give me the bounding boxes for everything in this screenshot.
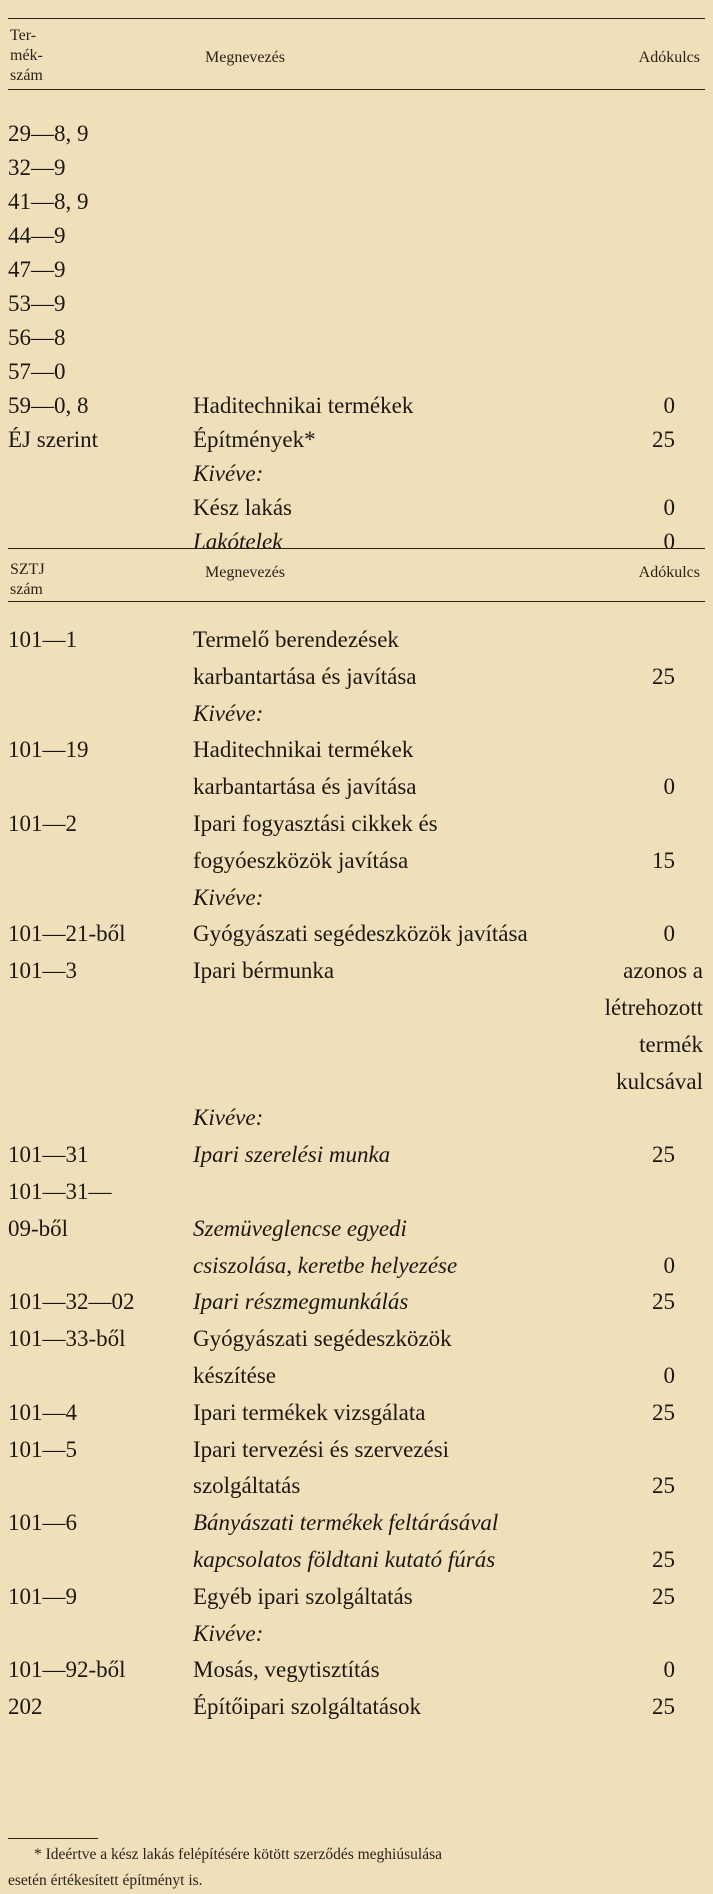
row-name: Ipari termékek vizsgálata (193, 1399, 426, 1425)
row-name: Szemüveglencse egyedi (193, 1215, 407, 1241)
table-row (8, 218, 703, 253)
header-line: szám (10, 581, 43, 598)
row-name: kapcsolatos földtani kutató fúrás (193, 1547, 496, 1572)
table-row (8, 1064, 703, 1099)
table-row (8, 916, 703, 951)
table-row (8, 1137, 703, 1172)
row-name: készítése (193, 1363, 277, 1388)
table-row (8, 1248, 703, 1283)
row-name: Kivéve: (193, 461, 264, 486)
row-rate: 25 (652, 1583, 675, 1609)
table-row (8, 622, 703, 657)
table-row (8, 320, 703, 355)
row-name: Gyógyászati segédeszközök (193, 1326, 452, 1352)
row-name: Ipari szerelési munka (193, 1142, 391, 1168)
row-name: Haditechnikai termékek (193, 737, 414, 763)
table2-header-name: Megnevezés (205, 564, 285, 581)
row-name: Kivéve: (193, 884, 264, 910)
table-row (8, 1579, 703, 1614)
row-code: 101—5 (8, 1436, 77, 1462)
row-name: Építmények* (193, 427, 316, 452)
table2-header-rule (8, 601, 705, 602)
table-row (8, 1100, 703, 1135)
table-row (8, 732, 703, 767)
row-name: Gyógyászati segédeszközök javítása (193, 921, 528, 947)
row-code: 53—9 (8, 291, 66, 316)
row-rate: 0 (663, 529, 675, 554)
table-row (8, 769, 703, 804)
row-name: karbantartása és javítása (193, 663, 417, 689)
row-name: karbantartása és javítása (193, 774, 417, 800)
header-line: mék- (10, 47, 43, 64)
table-row (8, 252, 703, 287)
row-name: Kivéve: (193, 1105, 264, 1131)
row-rate: 15 (652, 847, 675, 873)
table-row (8, 1358, 703, 1393)
table-row (8, 1468, 703, 1503)
row-name: Haditechnikai termékek (193, 393, 414, 418)
table-row (8, 880, 703, 915)
table-row (8, 1395, 703, 1430)
row-name: Egyéb ipari szolgáltatás (193, 1583, 413, 1609)
row-code: 101—4 (8, 1399, 77, 1425)
table-row (8, 1505, 703, 1540)
row-rate: 25 (652, 663, 675, 689)
row-code: 57—0 (8, 359, 66, 384)
table-row (8, 184, 703, 219)
row-rate: 0 (663, 1252, 675, 1278)
row-name: Ipari részmegmunkálás (193, 1289, 409, 1315)
table2-top-rule (8, 548, 705, 549)
row-name: Építőipari szolgáltatások (193, 1694, 422, 1720)
row-code: 101—33-ből (8, 1326, 126, 1352)
footnote-line: * Ideértve a kész lakás felépítésére kötött szerződés meghiúsulása (34, 1846, 442, 1863)
row-rate: 25 (652, 1399, 675, 1425)
row-code: 202 (8, 1694, 43, 1720)
row-rate: termék (639, 1031, 703, 1057)
table-row (8, 843, 703, 878)
row-code: 29—8, 9 (8, 121, 89, 146)
row-rate: 0 (663, 1657, 675, 1683)
row-code: 101—92-ből (8, 1657, 126, 1683)
row-rate: 25 (652, 1142, 675, 1168)
row-code: 101—9 (8, 1583, 77, 1609)
row-name: Kivéve: (193, 700, 264, 726)
table-row (8, 1027, 703, 1062)
row-code: 59—0, 8 (8, 393, 89, 418)
row-name: csiszolása, keretbe helyezése (193, 1252, 458, 1278)
row-code: 101—19 (8, 737, 89, 763)
table-row (8, 1542, 703, 1577)
table-row (8, 659, 703, 694)
row-rate: azonos a (623, 958, 703, 984)
row-rate: 0 (663, 1363, 675, 1388)
table-row (8, 696, 703, 731)
row-code: 41—8, 9 (8, 189, 89, 214)
row-rate: 25 (652, 1547, 675, 1572)
table-row (8, 1321, 703, 1356)
row-name: fogyóeszközök javítása (193, 847, 409, 873)
row-code: ÉJ szerint (8, 427, 99, 452)
row-name: szolgáltatás (193, 1473, 301, 1499)
table-row (8, 490, 703, 525)
header-line: szám (10, 67, 43, 84)
row-code: 32—9 (8, 155, 66, 180)
table-row (8, 1432, 703, 1467)
row-code: 47—9 (8, 257, 66, 282)
table1-header-name: Megnevezés (205, 49, 285, 66)
footnote (8, 1842, 698, 1894)
row-rate: 25 (652, 1289, 675, 1315)
row-code: 101—31— (8, 1179, 112, 1204)
table-row (8, 150, 703, 185)
row-rate: 0 (663, 774, 675, 800)
footnote-line: esetén értékesített építményt is. (8, 1872, 203, 1889)
table-row (8, 1174, 703, 1209)
table-row (8, 1284, 703, 1319)
row-rate: 25 (652, 427, 675, 452)
row-name: Ipari tervezési és szervezési (193, 1436, 450, 1462)
table2-header-code (10, 560, 45, 600)
row-rate: 0 (663, 921, 675, 947)
row-name: Mosás, vegytisztítás (193, 1657, 380, 1683)
table-row (8, 806, 703, 841)
row-code: 101—1 (8, 627, 77, 652)
row-name: Termelő berendezések (193, 627, 399, 652)
table-row (8, 1211, 703, 1246)
table-row (8, 990, 703, 1025)
table-row (8, 1689, 703, 1724)
table-row (8, 286, 703, 321)
row-name: Lakótelek (193, 529, 283, 554)
row-rate: 0 (663, 393, 675, 418)
table-row (8, 354, 703, 389)
table-row (8, 953, 703, 988)
row-rate: 25 (652, 1694, 675, 1720)
row-name: Bányászati termékek feltárásával (193, 1510, 499, 1536)
row-rate: létrehozott (604, 995, 703, 1020)
table-row (8, 422, 703, 457)
row-code: 101—31 (8, 1142, 89, 1168)
row-code: 101—3 (8, 958, 77, 984)
table-row (8, 388, 703, 423)
table-row (8, 456, 703, 491)
table2-header-rate: Adókulcs (638, 564, 700, 581)
table1-top-rule (8, 18, 705, 19)
header-line: SZTJ (10, 561, 45, 578)
table1-header-code (10, 26, 43, 86)
table-row (8, 116, 703, 151)
table1-header-rate: Adókulcs (638, 49, 700, 66)
row-code: 101—6 (8, 1510, 77, 1536)
row-code: 101—21-ből (8, 921, 126, 947)
row-code: 44—9 (8, 223, 66, 248)
row-code: 56—8 (8, 325, 66, 350)
row-code: 101—32—02 (8, 1289, 135, 1315)
header-line: Ter- (10, 27, 37, 44)
row-name: Ipari bérmunka (193, 958, 335, 984)
table-row (8, 1616, 703, 1651)
row-name: Ipari fogyasztási cikkek és (193, 811, 438, 836)
row-code: 101—2 (8, 811, 77, 836)
row-rate: kulcsával (616, 1068, 703, 1094)
row-name: Kész lakás (193, 495, 292, 520)
row-rate: 25 (652, 1473, 675, 1499)
row-code: 09-ből (8, 1215, 69, 1241)
table1-header-rule (8, 89, 705, 90)
table-row (8, 524, 703, 559)
row-rate: 0 (663, 495, 675, 520)
row-name: Kivéve: (193, 1620, 264, 1646)
table-row (8, 1652, 703, 1687)
footnote-rule (8, 1838, 98, 1839)
